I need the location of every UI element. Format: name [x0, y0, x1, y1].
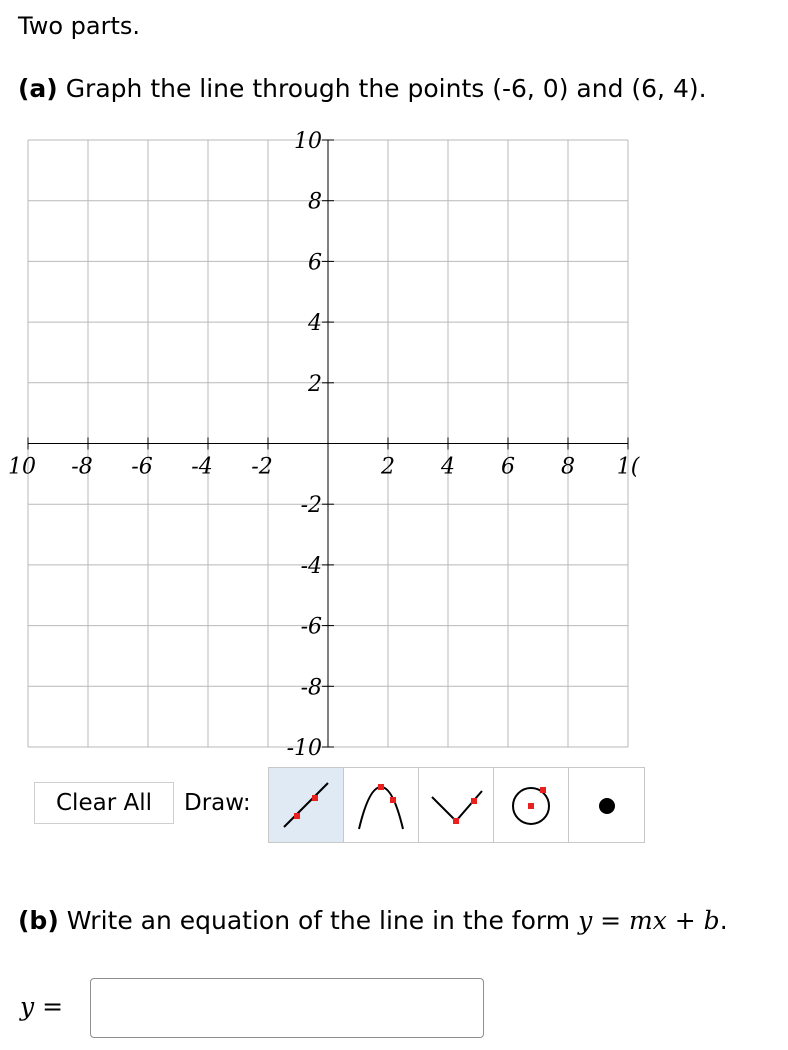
part-b-label: (b): [18, 906, 59, 935]
coordinate-graph[interactable]: [0, 120, 788, 760]
part-b-end: .: [719, 906, 728, 935]
x-tick-label: -8: [71, 454, 93, 480]
point-tool[interactable]: [569, 768, 644, 842]
part-b-formula: y = mx + b: [578, 906, 720, 935]
y-tick-label: 10: [294, 129, 322, 154]
part-a-label: (a): [18, 74, 58, 103]
line-tool[interactable]: [269, 768, 344, 842]
draw-tools: [268, 767, 645, 843]
part-a-prompt: [18, 74, 707, 103]
parabola-tool[interactable]: [344, 768, 419, 842]
x-tick-label: -4: [191, 454, 213, 480]
y-tick-label: 8: [308, 189, 322, 215]
x-tick-label: 10: [8, 454, 36, 480]
part-a-text: Graph the line through the points (-6, 0) and (6, 4).: [65, 74, 707, 103]
y-tick-label: -2: [300, 493, 322, 519]
absolute-value-icon: [426, 775, 486, 835]
y-tick-label: 6: [308, 250, 322, 276]
x-tick-label: 2: [381, 454, 395, 480]
parabola-icon: [351, 775, 411, 835]
y-tick-label: 4: [308, 311, 322, 337]
y-tick-label: 2: [308, 371, 322, 397]
x-tick-label: -2: [251, 454, 273, 480]
absolute-value-tool[interactable]: [419, 768, 494, 842]
circle-icon: [501, 775, 561, 835]
part-b-text: Write an equation of the line in the form: [66, 906, 571, 935]
answer-label: y =: [20, 992, 64, 1021]
x-tick-label: 4: [441, 454, 455, 480]
x-tick-label: -6: [131, 454, 153, 480]
point-icon: [577, 775, 637, 835]
x-tick-label: 6: [501, 454, 515, 480]
y-tick-label: -6: [300, 614, 322, 640]
clear-all-button[interactable]: Clear All: [34, 782, 174, 824]
y-tick-label: -8: [300, 675, 322, 701]
y-tick-label: -4: [300, 553, 322, 579]
x-tick-label: 8: [561, 454, 575, 480]
circle-tool[interactable]: [494, 768, 569, 842]
answer-input[interactable]: [90, 978, 484, 1038]
graph-toolbar: [34, 782, 251, 824]
x-tick-label: 1(: [616, 454, 640, 480]
y-tick-label: -10: [286, 736, 322, 760]
part-b-prompt: [18, 906, 728, 935]
intro-text: Two parts.: [18, 12, 140, 40]
draw-label: Draw:: [184, 790, 251, 816]
line-icon: [276, 775, 336, 835]
